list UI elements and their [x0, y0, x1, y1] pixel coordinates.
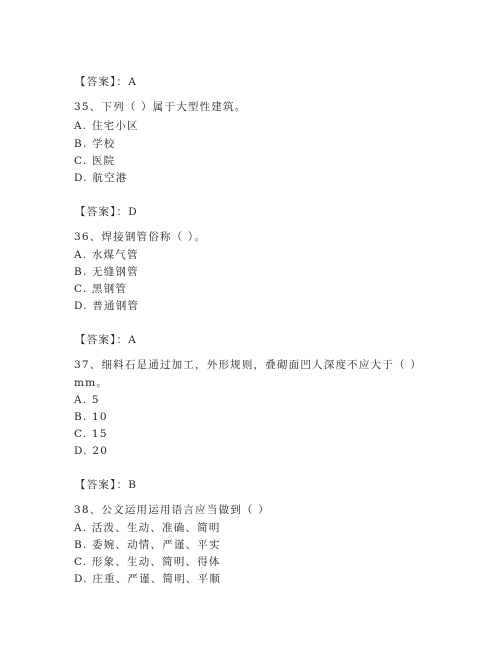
question-37-stem: 37、细料石是通过加工，外形规则，叠砌面凹人深度不应大于（ ） [74, 359, 422, 371]
question-38-option-d: D. 庄重、严谨、简明、平顺 [74, 573, 222, 585]
answer-35: 【答案】：D [75, 206, 138, 218]
question-35-option-a: A. 住宅小区 [74, 120, 139, 132]
question-36-option-d: D. 普通钢管 [74, 300, 140, 312]
answer-37: 【答案】：B [75, 479, 138, 491]
question-37-stem-continuation: mm。 [74, 377, 109, 389]
question-38-option-c: C. 形象、生动、简明、得体 [74, 556, 221, 568]
question-37-option-d: D. 20 [74, 445, 109, 457]
question-35-stem: 35、下列（ ）属于大型性建筑。 [74, 101, 247, 113]
question-35-option-c: C. 医院 [74, 155, 116, 167]
question-37-option-c: C. 15 [74, 428, 108, 440]
question-35-option-d: D. 航空港 [74, 172, 128, 184]
question-38-stem: 38、公文运用运用语言应当做到（ ） [74, 504, 270, 516]
question-38-option-b: B. 委婉、动情、严谨、平实 [74, 539, 221, 551]
question-35-option-b: B. 学校 [74, 138, 116, 150]
question-36-stem: 36、焊接钢管俗称（ ）。 [74, 231, 207, 243]
answer-34: 【答案】：A [75, 76, 138, 88]
question-37-option-b: B. 10 [74, 411, 108, 423]
answer-36: 【答案】：A [75, 334, 138, 346]
question-36-option-c: C. 黑钢管 [74, 283, 128, 295]
question-38-option-a: A. 活泼、生动、准确、简明 [74, 522, 221, 534]
question-37-option-a: A. 5 [74, 394, 100, 406]
question-36-option-a: A. 水煤气管 [74, 249, 139, 261]
question-36-option-b: B. 无缝钢管 [74, 266, 139, 278]
